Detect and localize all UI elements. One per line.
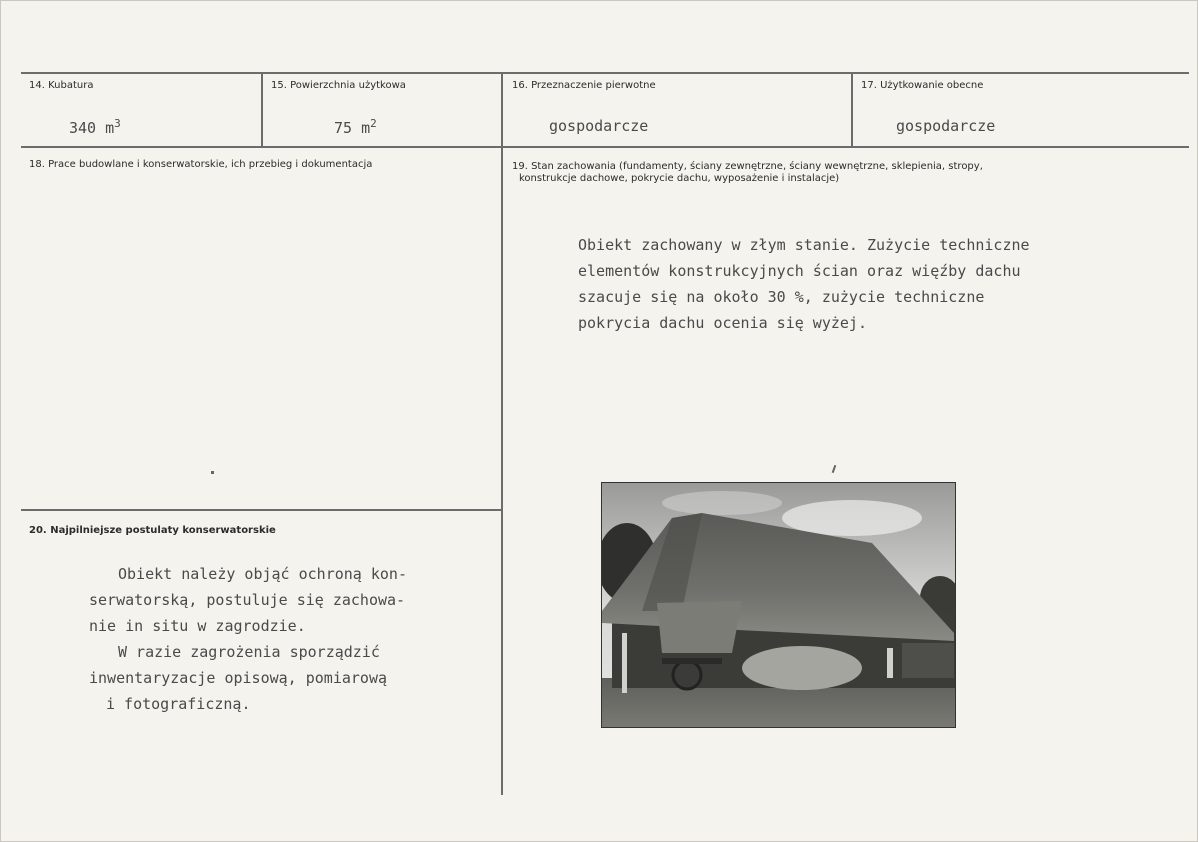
field-17-value: gospodarcze bbox=[896, 117, 996, 135]
field-20-line: i fotograficzną. bbox=[106, 695, 251, 713]
field-20-line: serwatorską, postuluje się zachowa- bbox=[89, 591, 406, 609]
field-16-value: gospodarcze bbox=[549, 117, 649, 135]
field-18-label: 18. Prace budowlane i konserwatorskie, ich przebieg i dokumentacja bbox=[29, 159, 373, 170]
rule-row1-bottom bbox=[21, 146, 1189, 148]
field-19-label-line1: 19. Stan zachowania (fundamenty, ściany zewnętrzne, ściany wewnętrzne, sklepienia, stropy, bbox=[512, 161, 983, 172]
field-14-value: 340 $m^3$ bbox=[69, 117, 121, 137]
field-19-line: Obiekt zachowany w złym stanie. Zużycie techniczne bbox=[578, 236, 1030, 254]
rule-v1 bbox=[261, 73, 263, 147]
rule-v3 bbox=[851, 73, 853, 147]
stray-mark bbox=[832, 465, 837, 473]
field-20-line: Obiekt należy objąć ochroną kon- bbox=[118, 565, 407, 583]
rule-left-middle bbox=[21, 509, 501, 511]
field-15-label: 15. Powierzchnia użytkowa bbox=[271, 80, 406, 91]
rule-top bbox=[21, 72, 1189, 74]
field-15-value: 75 $m^2$ bbox=[334, 117, 377, 137]
field-19-label-line2: konstrukcje dachowe, pokrycie dachu, wyposażenie i instalacje) bbox=[519, 173, 840, 184]
thatched-barn-image bbox=[602, 483, 956, 728]
field-19-line: elementów konstrukcyjnych ścian oraz więźby dachu bbox=[578, 262, 1021, 280]
thatched-barn-photo bbox=[601, 482, 956, 728]
field-20-line: W razie zagrożenia sporządzić bbox=[118, 643, 380, 661]
field-19-line: pokrycia dachu ocenia się wyżej. bbox=[578, 314, 867, 332]
stray-mark bbox=[211, 471, 214, 474]
rule-v2 bbox=[501, 73, 503, 795]
field-19-line: szacuje się na około 30 %, zużycie techniczne bbox=[578, 288, 985, 306]
field-20-label: 20. Najpilniejsze postulaty konserwatorskie bbox=[29, 525, 276, 536]
field-14-label: 14. Kubatura bbox=[29, 80, 94, 91]
field-17-label: 17. Użytkowanie obecne bbox=[861, 80, 984, 91]
field-20-line: nie in situ w zagrodzie. bbox=[89, 617, 306, 635]
field-20-line: inwentaryzacje opisową, pomiarową bbox=[89, 669, 388, 687]
field-16-label: 16. Przeznaczenie pierwotne bbox=[512, 80, 656, 91]
